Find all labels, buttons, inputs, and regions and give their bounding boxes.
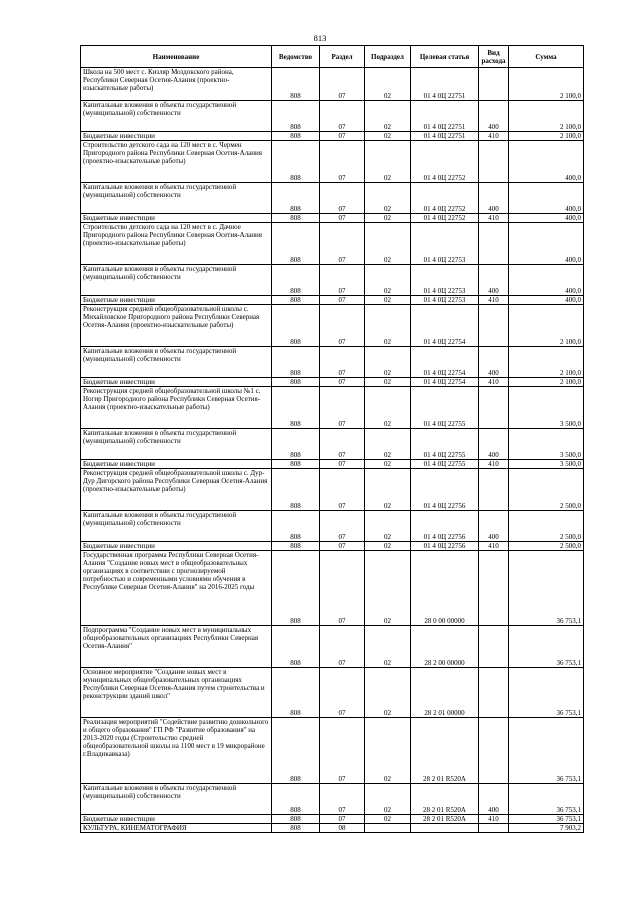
row-podrazdel-cell: 02 [365, 718, 411, 784]
row-ved-cell: 808 [272, 347, 320, 378]
table-row [81, 347, 584, 378]
row-podrazdel-cell: 02 [365, 469, 411, 511]
row-ved-cell: 808 [272, 429, 320, 460]
row-csr-cell: 01 4 0Ц 22755 [411, 387, 479, 429]
table-row [81, 718, 584, 784]
row-razdel-cell: 08 [320, 824, 365, 833]
row-ved-cell: 808 [272, 68, 320, 101]
row-vr-cell [479, 551, 509, 626]
row-sum-cell: 2 100,0 [509, 68, 584, 101]
row-podrazdel-cell: 02 [365, 265, 411, 296]
row-vr-cell: 410 [479, 214, 509, 223]
table-row [81, 68, 584, 101]
row-sum-cell: 2 100,0 [509, 305, 584, 347]
row-sum-cell: 3 500,0 [509, 429, 584, 460]
row-sum-cell: 3 500,0 [509, 460, 584, 469]
row-sum-cell: 400,0 [509, 183, 584, 214]
row-podrazdel-cell: 02 [365, 429, 411, 460]
row-sum-cell: 36 753,1 [509, 718, 584, 784]
row-vr-cell: 400 [479, 183, 509, 214]
row-podrazdel-cell: 02 [365, 101, 411, 132]
row-vr-cell [479, 469, 509, 511]
row-razdel-cell: 07 [320, 296, 365, 305]
row-ved-cell: 808 [272, 183, 320, 214]
row-sum-cell: 7 903,2 [509, 824, 584, 833]
row-csr-cell: 01 4 0Ц 22753 [411, 223, 479, 265]
row-name-cell: Школа на 500 мест с. Кизляр Моздокского района, Республики Северная Осетия-Алания (проектно-изыскательные работы) [81, 68, 272, 101]
row-vr-cell: 410 [479, 296, 509, 305]
row-csr-cell: 01 4 0Ц 22754 [411, 347, 479, 378]
row-name-cell: Строительство детского сада на 120 мест в с. Дачное Пригородного района Республики Северная Осетия-Алания (проектно-изыскательные работы) [81, 223, 272, 265]
row-csr-cell: 01 4 0Ц 22755 [411, 429, 479, 460]
row-sum-cell: 400,0 [509, 141, 584, 183]
row-razdel-cell: 07 [320, 815, 365, 824]
row-sum-cell: 2 500,0 [509, 469, 584, 511]
row-podrazdel-cell: 02 [365, 183, 411, 214]
row-name-cell: Капитальные вложения в объекты государственной (муниципальной) собственности [81, 183, 272, 214]
row-ved-cell: 808 [272, 551, 320, 626]
row-sum-cell: 2 100,0 [509, 132, 584, 141]
row-sum-cell: 2 100,0 [509, 347, 584, 378]
row-razdel-cell: 07 [320, 626, 365, 668]
row-podrazdel-cell: 02 [365, 68, 411, 101]
budget-table [80, 45, 584, 833]
row-csr-cell: 28 2 01 00000 [411, 668, 479, 718]
table-row [81, 668, 584, 718]
row-ved-cell: 808 [272, 784, 320, 815]
row-csr-cell: 01 4 0Ц 22754 [411, 305, 479, 347]
row-vr-cell: 400 [479, 265, 509, 296]
row-csr-cell: 01 4 0Ц 22756 [411, 469, 479, 511]
table-row [81, 511, 584, 542]
row-podrazdel-cell: 02 [365, 223, 411, 265]
row-vr-cell [479, 141, 509, 183]
table-row [81, 387, 584, 429]
row-podrazdel-cell: 02 [365, 511, 411, 542]
row-sum-cell: 36 753,1 [509, 815, 584, 824]
row-ved-cell: 808 [272, 265, 320, 296]
row-razdel-cell: 07 [320, 132, 365, 141]
row-razdel-cell: 07 [320, 784, 365, 815]
row-name-cell: Государственная программа Республики Северная Осетия-Алания "Создание новых мест в общеобразовательных организациях в соответствии с прогнозируемой потребностью и современными условиями обучения в Республике Северная Осетия-Алания" на 2016-2025 годы [81, 551, 272, 626]
row-razdel-cell: 07 [320, 141, 365, 183]
row-razdel-cell: 07 [320, 305, 365, 347]
row-podrazdel-cell: 02 [365, 305, 411, 347]
row-name-cell: Реализация мероприятий "Содействие развитию дошкольного и общего образования" ГП РФ "Развитие образования" на 2013-2020 годы (Строительство средней общеобразовательной школы на 1100 мест в 19 микрорайоне г.Владикавказа) [81, 718, 272, 784]
table-row [81, 132, 584, 141]
row-sum-cell: 2 100,0 [509, 378, 584, 387]
row-csr-cell: 01 4 0Ц 22753 [411, 265, 479, 296]
row-vr-cell [479, 626, 509, 668]
row-ved-cell: 808 [272, 101, 320, 132]
row-vr-cell: 400 [479, 784, 509, 815]
row-csr-cell: 01 4 0Ц 22756 [411, 511, 479, 542]
row-razdel-cell: 07 [320, 511, 365, 542]
row-name-cell: Реконструкция средней общеобразовательной школы с. Дур-Дур Дигорского района Республики Северная Осетия-Алания (проектно-изыскательные работы) [81, 469, 272, 511]
row-podrazdel-cell [365, 824, 411, 833]
table-row [81, 141, 584, 183]
table-row [81, 305, 584, 347]
row-sum-cell: 36 753,1 [509, 668, 584, 718]
row-name-cell: Бюджетные инвестиции [81, 460, 272, 469]
table-row [81, 469, 584, 511]
row-csr-cell: 28 2 01 R520A [411, 784, 479, 815]
row-csr-cell: 01 4 0Ц 22754 [411, 378, 479, 387]
row-ved-cell: 808 [272, 668, 320, 718]
row-csr-cell: 01 4 0Ц 22752 [411, 183, 479, 214]
row-vr-cell [479, 305, 509, 347]
row-sum-cell: 2 500,0 [509, 511, 584, 542]
row-name-cell: Бюджетные инвестиции [81, 296, 272, 305]
row-name-cell: Бюджетные инвестиции [81, 378, 272, 387]
row-sum-cell: 400,0 [509, 223, 584, 265]
row-ved-cell: 808 [272, 815, 320, 824]
row-razdel-cell: 07 [320, 429, 365, 460]
row-razdel-cell: 07 [320, 68, 365, 101]
row-sum-cell: 36 753,1 [509, 551, 584, 626]
row-csr-cell: 01 4 0Ц 22752 [411, 141, 479, 183]
row-vr-cell: 400 [479, 429, 509, 460]
row-csr-cell: 01 4 0Ц 22751 [411, 68, 479, 101]
row-vr-cell: 410 [479, 460, 509, 469]
table-body [81, 68, 584, 833]
table-row [81, 626, 584, 668]
table-row [81, 551, 584, 626]
row-razdel-cell: 07 [320, 183, 365, 214]
row-name-cell: Капитальные вложения в объекты государственной (муниципальной) собственности [81, 511, 272, 542]
row-csr-cell: 01 4 0Ц 22752 [411, 214, 479, 223]
row-podrazdel-cell: 02 [365, 132, 411, 141]
row-razdel-cell: 07 [320, 460, 365, 469]
row-csr-cell: 28 2 00 00000 [411, 626, 479, 668]
row-razdel-cell: 07 [320, 214, 365, 223]
table-row [81, 784, 584, 815]
row-vr-cell: 400 [479, 347, 509, 378]
row-podrazdel-cell: 02 [365, 668, 411, 718]
table-row [81, 378, 584, 387]
row-razdel-cell: 07 [320, 551, 365, 626]
row-podrazdel-cell: 02 [365, 387, 411, 429]
row-vr-cell [479, 387, 509, 429]
row-razdel-cell: 07 [320, 223, 365, 265]
row-name-cell: Бюджетные инвестиции [81, 132, 272, 141]
row-podrazdel-cell: 02 [365, 784, 411, 815]
row-ved-cell: 808 [272, 387, 320, 429]
row-ved-cell: 808 [272, 511, 320, 542]
row-name-cell: Бюджетные инвестиции [81, 815, 272, 824]
row-razdel-cell: 07 [320, 387, 365, 429]
table-row [81, 214, 584, 223]
row-podrazdel-cell: 02 [365, 460, 411, 469]
row-name-cell: КУЛЬТУРА, КИНЕМАТОГРАФИЯ [81, 824, 272, 833]
table-row [81, 460, 584, 469]
row-name-cell: Реконструкция средней общеобразовательной школы №1 с. Ногир Пригородного района Республики Северная Осетия-Алания (проектно-изыскательные работы) [81, 387, 272, 429]
row-ved-cell: 808 [272, 141, 320, 183]
row-ved-cell: 808 [272, 305, 320, 347]
table-row [81, 296, 584, 305]
header-name: Наименование [81, 46, 272, 68]
table-row [81, 429, 584, 460]
row-vr-cell: 400 [479, 511, 509, 542]
row-csr-cell: 01 4 0Ц 22751 [411, 132, 479, 141]
row-csr-cell [411, 824, 479, 833]
row-name-cell: Основное мероприятие "Создание новых мест в муниципальных общеобразовательных организациях Республики Северная Осетия-Алания путем строительства и реконструкции зданий школ" [81, 668, 272, 718]
row-ved-cell: 808 [272, 824, 320, 833]
row-podrazdel-cell: 02 [365, 141, 411, 183]
table-header-row [81, 46, 584, 68]
row-ved-cell: 808 [272, 132, 320, 141]
row-razdel-cell: 07 [320, 469, 365, 511]
row-razdel-cell: 07 [320, 101, 365, 132]
table-row [81, 183, 584, 214]
row-name-cell: Подпрограмма "Создание новых мест в муниципальных общеобразовательных организациях Республики Северная Осетия-Алания" [81, 626, 272, 668]
header-sum: Сумма [509, 46, 584, 68]
header-razdel: Раздел [320, 46, 365, 68]
row-podrazdel-cell: 02 [365, 347, 411, 378]
row-vr-cell: 400 [479, 101, 509, 132]
row-vr-cell: 410 [479, 132, 509, 141]
header-vr: Вид расхода [479, 46, 509, 68]
row-name-cell: Капитальные вложения в объекты государственной (муниципальной) собственности [81, 265, 272, 296]
row-razdel-cell: 07 [320, 347, 365, 378]
row-sum-cell: 2 100,0 [509, 101, 584, 132]
row-sum-cell: 36 753,1 [509, 626, 584, 668]
row-csr-cell: 28 0 00 00000 [411, 551, 479, 626]
row-csr-cell: 01 4 0Ц 22751 [411, 101, 479, 132]
row-name-cell: Реконструкция средней общеобразовательной школы с. Михайловское Пригородного района Республики Северная Осетия-Алания (проектно-изыскательные работы) [81, 305, 272, 347]
row-vr-cell [479, 223, 509, 265]
row-csr-cell: 01 4 0Ц 22753 [411, 296, 479, 305]
row-name-cell: Капитальные вложения в объекты государственной (муниципальной) собственности [81, 784, 272, 815]
row-vr-cell [479, 718, 509, 784]
row-name-cell: Строительство детского сада на 120 мест в с. Чермен Пригородного района Республики Северная Осетия-Алания (проектно-изыскательные работы) [81, 141, 272, 183]
row-csr-cell: 28 2 01 R520A [411, 718, 479, 784]
row-vr-cell [479, 68, 509, 101]
row-ved-cell: 808 [272, 214, 320, 223]
row-csr-cell: 28 2 01 R520A [411, 815, 479, 824]
table-row [81, 265, 584, 296]
row-podrazdel-cell: 02 [365, 626, 411, 668]
row-name-cell: Капитальные вложения в объекты государственной (муниципальной) собственности [81, 101, 272, 132]
row-podrazdel-cell: 02 [365, 542, 411, 551]
row-sum-cell: 400,0 [509, 265, 584, 296]
page-number: 813 [313, 33, 327, 43]
row-vr-cell: 410 [479, 815, 509, 824]
row-name-cell: Капитальные вложения в объекты государственной (муниципальной) собственности [81, 347, 272, 378]
row-sum-cell: 36 753,1 [509, 784, 584, 815]
row-vr-cell: 410 [479, 542, 509, 551]
table-row [81, 815, 584, 824]
header-ved: Ведомство [272, 46, 320, 68]
row-sum-cell: 3 500,0 [509, 387, 584, 429]
row-ved-cell: 808 [272, 626, 320, 668]
row-razdel-cell: 07 [320, 668, 365, 718]
row-ved-cell: 808 [272, 460, 320, 469]
row-podrazdel-cell: 02 [365, 378, 411, 387]
row-vr-cell [479, 668, 509, 718]
row-razdel-cell: 07 [320, 265, 365, 296]
row-vr-cell [479, 824, 509, 833]
row-csr-cell: 01 4 0Ц 22755 [411, 460, 479, 469]
row-name-cell: Капитальные вложения в объекты государственной (муниципальной) собственности [81, 429, 272, 460]
row-sum-cell: 400,0 [509, 296, 584, 305]
row-name-cell: Бюджетные инвестиции [81, 214, 272, 223]
row-name-cell: Бюджетные инвестиции [81, 542, 272, 551]
row-ved-cell: 808 [272, 542, 320, 551]
header-podrazdel: Подраздел [365, 46, 411, 68]
header-csr: Целевая статья [411, 46, 479, 68]
row-podrazdel-cell: 02 [365, 296, 411, 305]
row-vr-cell: 410 [479, 378, 509, 387]
row-ved-cell: 808 [272, 223, 320, 265]
row-ved-cell: 808 [272, 718, 320, 784]
row-razdel-cell: 07 [320, 718, 365, 784]
row-podrazdel-cell: 02 [365, 214, 411, 223]
table-row [81, 824, 584, 833]
row-razdel-cell: 07 [320, 542, 365, 551]
table-row [81, 223, 584, 265]
row-csr-cell: 01 4 0Ц 22756 [411, 542, 479, 551]
row-podrazdel-cell: 02 [365, 551, 411, 626]
row-podrazdel-cell: 02 [365, 815, 411, 824]
row-sum-cell: 400,0 [509, 214, 584, 223]
table-row [81, 542, 584, 551]
row-ved-cell: 808 [272, 378, 320, 387]
row-ved-cell: 808 [272, 296, 320, 305]
row-ved-cell: 808 [272, 469, 320, 511]
table-row [81, 101, 584, 132]
row-razdel-cell: 07 [320, 378, 365, 387]
row-sum-cell: 2 500,0 [509, 542, 584, 551]
